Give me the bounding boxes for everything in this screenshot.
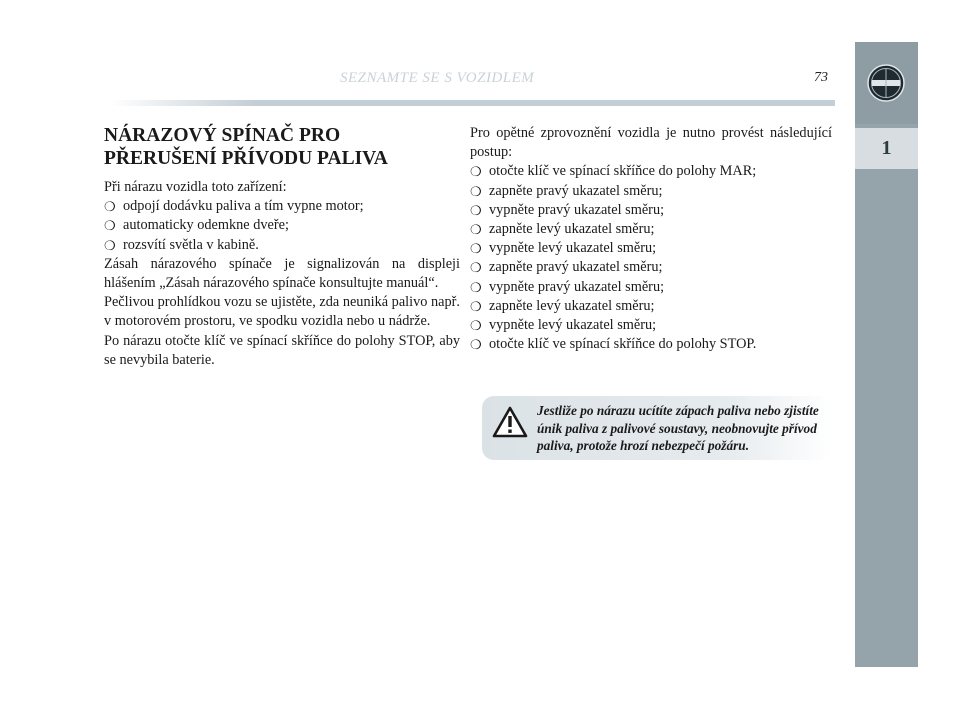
warning-text: Jestliže po nárazu ucítíte zápach paliva nebo zjistíte únik paliva z palivové soustavy, neobnovujte přívod paliva, protože hrozí nebezpečí požáru. bbox=[537, 403, 819, 453]
paragraph-signal: Zásah nárazového spínače je signalizován na displeji hlášením „Zásah nárazového spínače konsultujte manuál“. bbox=[104, 255, 460, 292]
bullet-circle-icon: ❍ bbox=[470, 241, 482, 257]
paragraph-stop: Po nárazu otočte klíč ve spínací skříňce do polohy STOP, aby se nevybila baterie. bbox=[104, 332, 460, 368]
intro-text: Při nárazu vozidla toto zařízení: bbox=[104, 179, 287, 195]
bullet-circle-icon: ❍ bbox=[470, 298, 482, 314]
chapter-tab-number: 1 bbox=[881, 137, 892, 159]
list-item bbox=[470, 162, 832, 181]
list-item-text: zapněte levý ukazatel směru; bbox=[489, 221, 655, 238]
bullet-circle-icon: ❍ bbox=[104, 218, 116, 234]
list-item bbox=[470, 297, 832, 316]
warning-triangle-icon bbox=[492, 406, 528, 438]
list-item-text: vypněte pravý ukazatel směru; bbox=[489, 201, 665, 218]
bullet-circle-icon: ❍ bbox=[470, 318, 482, 334]
list-item-text: zapněte pravý ukazatel směru; bbox=[489, 259, 663, 276]
list-item bbox=[104, 216, 460, 235]
list-item-text: vypněte levý ukazatel směru; bbox=[489, 240, 657, 257]
paragraph-inspection: Pečlivou prohlídkou vozu se ujistěte, zda neuniká palivo např. v motorovém prostoru, ve spodku vozidla nebo u nádrže. bbox=[104, 294, 460, 330]
list-item bbox=[104, 236, 460, 255]
bullet-circle-icon: ❍ bbox=[104, 237, 116, 253]
section-title bbox=[104, 124, 460, 170]
bullet-circle-icon: ❍ bbox=[470, 279, 482, 295]
bullet-circle-icon: ❍ bbox=[470, 337, 482, 353]
section-title-line2: PŘERUŠENÍ PŘÍVODU PALIVA bbox=[104, 148, 388, 169]
list-item-text: vypněte levý ukazatel směru; bbox=[489, 317, 657, 334]
list-item bbox=[470, 258, 832, 277]
page-number: 73 bbox=[814, 70, 828, 85]
header-rule bbox=[110, 100, 835, 106]
lancia-logo-icon bbox=[867, 64, 905, 102]
list-item-text: rozsvítí světla v kabině. bbox=[123, 236, 259, 253]
bullet-circle-icon: ❍ bbox=[104, 199, 116, 215]
bullet-circle-icon: ❍ bbox=[470, 260, 482, 276]
list-item bbox=[470, 220, 832, 239]
list-item bbox=[470, 335, 832, 354]
list-item bbox=[470, 201, 832, 220]
right-column bbox=[470, 124, 832, 354]
list-item-text: otočte klíč ve spínací skříňce do polohy STOP. bbox=[489, 336, 757, 353]
list-item-text: odpojí dodávku paliva a tím vypne motor; bbox=[123, 198, 364, 215]
procedure-intro: Pro opětné zprovoznění vozidla je nutno provést následující postup: bbox=[470, 125, 832, 161]
list-item bbox=[104, 197, 460, 216]
list-item bbox=[470, 316, 832, 335]
chapter-title: SEZNAMTE SE S VOZIDLEM bbox=[340, 70, 535, 86]
bullet-circle-icon: ❍ bbox=[470, 222, 482, 238]
list-item-text: automaticky odemkne dveře; bbox=[123, 217, 289, 234]
list-item bbox=[470, 182, 832, 201]
list-item bbox=[470, 239, 832, 258]
list-item-text: zapněte pravý ukazatel směru; bbox=[489, 182, 663, 199]
list-item-text: vypněte pravý ukazatel směru; bbox=[489, 278, 665, 295]
list-item-text: otočte klíč ve spínací skříňce do polohy MAR; bbox=[489, 163, 757, 180]
bullet-circle-icon: ❍ bbox=[470, 202, 482, 218]
section-title-line1: NÁRAZOVÝ SPÍNAČ PRO bbox=[104, 125, 341, 146]
bullet-circle-icon: ❍ bbox=[470, 183, 482, 199]
bullet-circle-icon: ❍ bbox=[470, 164, 482, 180]
left-column bbox=[104, 124, 460, 370]
list-item-text: zapněte levý ukazatel směru; bbox=[489, 297, 655, 314]
list-item bbox=[470, 278, 832, 297]
